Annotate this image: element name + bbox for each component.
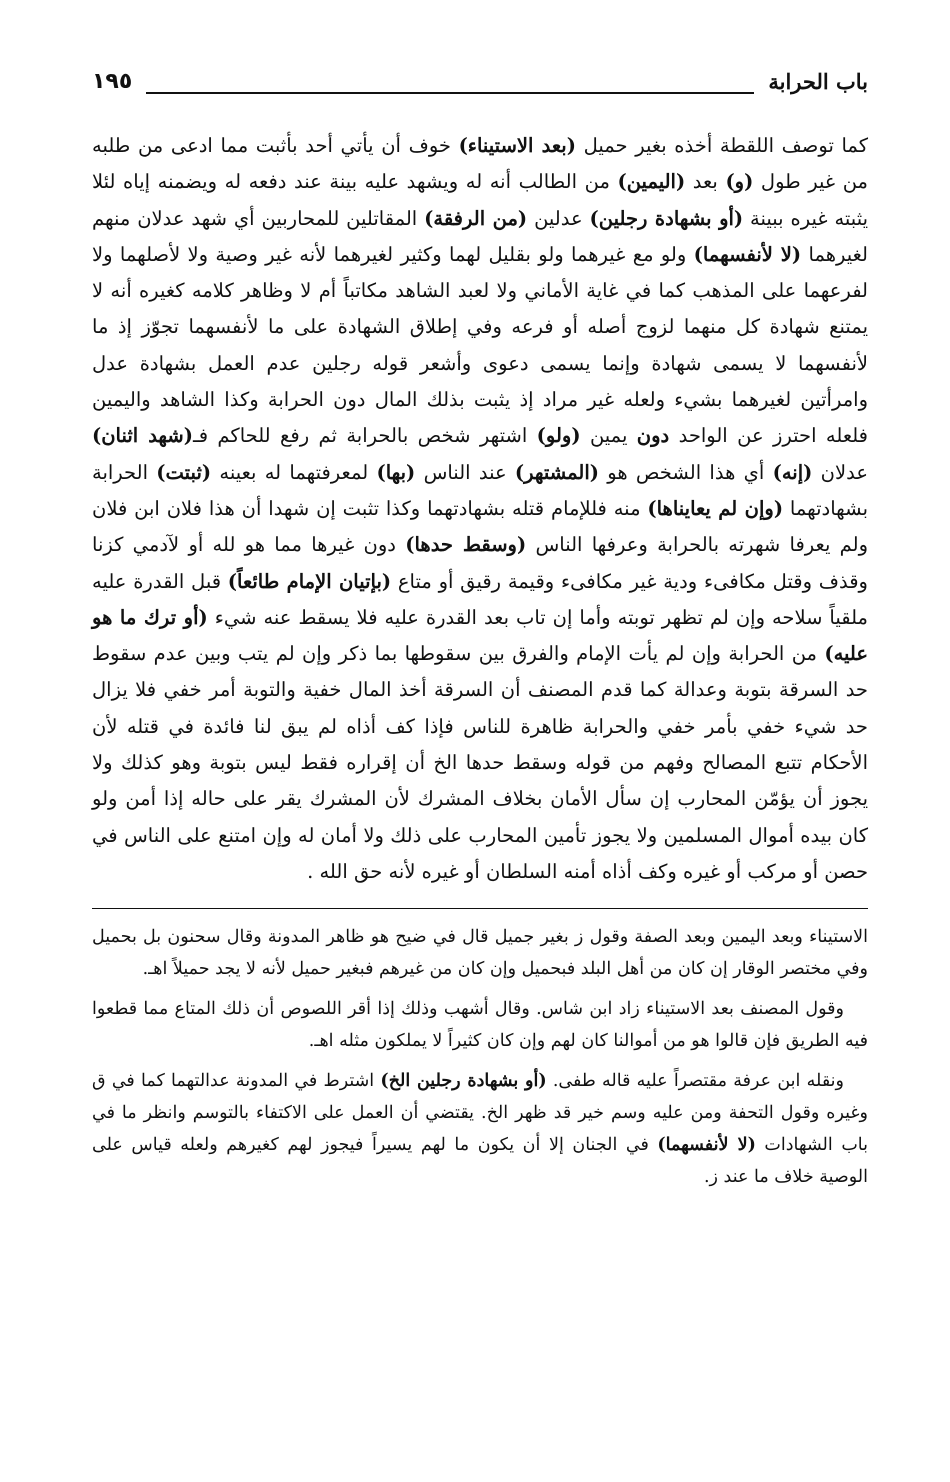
bold-phrase: (و) bbox=[725, 170, 754, 194]
text-run: يمين bbox=[580, 424, 637, 448]
text-run: المقاتلين للمحاربين أي شهد عدلان منهم لغيرهما bbox=[92, 206, 869, 266]
bold-phrase: (بها) bbox=[376, 460, 416, 484]
footnote-divider bbox=[92, 908, 868, 909]
text-run: كما توصف اللقطة أخذه بغير حميل bbox=[575, 134, 868, 157]
bold-phrase: (من الرفقة) bbox=[424, 206, 528, 230]
note-paragraph bbox=[92, 993, 868, 1057]
text-run: الاستيناء وبعد اليمين وبعد الصفة وقول ز بغير جميل قال في ضيح هو ظاهر المدونة وقال سحنون بل بحميل وفي مختصر الوقار إن كان من أهل البلد فبحميل وإن كان من غيرهم فبغير حميل لأنه لا يجد حميلاً اهـ. bbox=[92, 927, 868, 980]
text-run: ونقله ابن عرفة مقتصراً عليه قاله طفى. bbox=[546, 1071, 844, 1092]
text-run: قبل القدرة عليه ملقياً سلاحه وإن لم تظهر توبته وأما إن تاب بعد القدرة عليه فلا يسقط عنه شيء bbox=[92, 569, 868, 629]
bold-phrase: (أو ترك ما هو عليه) bbox=[92, 605, 868, 666]
text-run: اشترط في المدونة عدالتهما كما في ق وغيره وقول التحفة ومن عليه وسم خير قد ظهر الخ. يقتضي أن العمل على الاكتفاء بالتوسم وانظر ما في باب الشهادات bbox=[92, 1071, 868, 1156]
bold-phrase: (لا لأنفسهما) bbox=[657, 1135, 756, 1156]
text-run: منه فللإمام قتله بشهادتهما وكذا تثبت إن شهدا أن هذا فلان ابن فلان ولم يعرفا شهرته بالحرابة وعرفها الناس bbox=[92, 496, 868, 557]
bold-phrase: دون bbox=[636, 424, 670, 448]
page-number: ١٩٥ bbox=[92, 68, 133, 94]
text-run: عند الناس bbox=[415, 460, 515, 484]
chapter-title: باب الحرابة bbox=[768, 68, 868, 94]
text-run: اشتهر شخص بالحرابة ثم رفع للحاكم فـ bbox=[193, 424, 537, 448]
text-run: دون غيرها مما هو لله أو لآدمي كزنا وقذف وقتل مكافىء ودية غير مكافىء وقيمة رقيق أو متاع bbox=[92, 533, 868, 593]
text-run: خوف أن يأتي أحد بأثبت مما ادعى من طلبه من غير طول bbox=[92, 134, 869, 194]
bold-phrase: (شهد اثنان) bbox=[92, 424, 193, 448]
header-rule bbox=[146, 92, 754, 94]
note-paragraph bbox=[92, 921, 868, 985]
text-run: من الحرابة وإن لم يأت الإمام والفرق بين سقوطها بما ذكر وإن لم يتب وبين عدم سقوط حد السرقة بتوبة وعدالة كما قدم المصنف أن السرقة أخذ المال خفية والتوبة أمر خفي فلا يزال حد شيء خفي بأمر خفي والحرابة ظاهرة للناس فإذا كف أذاه لم يبق لنا فائدة في قتله لأن الأحكام تتبع المصالح وفهم من قوله وسقط حدها الخ أن إقراره فقط ليس بتوبة وهو كذلك ولا يجوز أن يؤمّن المحارب إن سأل الأمان بخلاف المشرك لأن المشرك يقر على حاله إذا أمن ولو كان بيده أموال المسلمين ولا يجوز تأمين المحارب على ذلك ولا أمان له وإن امتنع على الناس في حصن أو مركب أو غيره وكف أذاه أمنه السلطان أو غيره لأنه حق الله . bbox=[92, 642, 868, 883]
bold-phrase: (أو بشهادة رجلين) bbox=[589, 206, 744, 230]
bold-phrase: (لا لأنفسهما) bbox=[693, 242, 802, 266]
page-header bbox=[92, 62, 868, 100]
bold-phrase: (وإن لم يعايناها) bbox=[647, 496, 784, 520]
bold-phrase: (إنه) bbox=[772, 460, 813, 484]
bold-phrase: (اليمين) bbox=[617, 170, 686, 194]
bold-phrase: (المشتهر) bbox=[514, 460, 599, 484]
note-paragraph bbox=[92, 1065, 868, 1193]
text-run: عدلان bbox=[812, 460, 868, 484]
text-run: عدلين bbox=[527, 206, 590, 230]
text-run: في الجنان إلا أن يكون ما لهم يسيراً فيجوز لهم كغيرهم ولعله قياس على الوصية خلاف ما عند ز. bbox=[92, 1135, 868, 1188]
bold-phrase: (بإتيان الإمام طائعاً) bbox=[227, 569, 392, 593]
bold-phrase: (ولو) bbox=[536, 424, 581, 448]
text-run: من الطالب أنه له ويشهد عليه بينة عند دفعه له ويضمنه إياه لئلا يثبته غيره ببينة bbox=[92, 170, 868, 230]
bold-phrase: (بعد الاستيناء) bbox=[458, 134, 576, 157]
bold-phrase: (أو بشهادة رجلين الخ) bbox=[380, 1071, 547, 1092]
bold-phrase: (ثبتت) bbox=[156, 460, 212, 484]
text-run: وقول المصنف بعد الاستيناء زاد ابن شاس. وقال أشهب وذلك إذا أقر اللصوص أن ذلك المتاع مما قطعوا فيه الطريق فإن قالوا هو من أموالنا كان لهم وإن كان كثيراً لا يملكون مثله اهـ. bbox=[92, 999, 868, 1052]
text-run: الحرابة بشهادتهما bbox=[92, 460, 868, 520]
book-page bbox=[92, 62, 868, 1422]
text-run: أي هذا الشخص هو bbox=[599, 460, 773, 484]
main-text bbox=[92, 128, 868, 890]
bold-phrase: (وسقط حدها) bbox=[405, 533, 527, 557]
text-run: ولو مع غيرهما ولو بقليل لهما وكثير لغيرهما لأنه غير وصية ولا لأصلهما ولا لفرعهما على المذهب كما في غاية الأماني ولا لعبد الشاهد مكاتباً أم لا وظاهر كلامه كغيره أنه لا يمتنع شهادة كل منهما لزوج أصله أو فرعه وفي إطلاق الشهادة على ما لأنفسهما تجوّز إذ ما لأنفسهما لا يسمى شهادة وإنما يسمى دعوى وأشعر قوله رجلين عدم العمل بشهادة عدل وامرأتين لغيرهما بشيء ولعله غير مراد إذ يثبت بذلك المال دون الحرابة وكذا الشاهد واليمين فلعله احترز عن الواحد bbox=[92, 242, 869, 448]
text-run: لمعرفتهما له بعينه bbox=[211, 460, 377, 484]
commentary-notes bbox=[92, 921, 868, 1193]
text-run: بعد bbox=[685, 170, 726, 194]
